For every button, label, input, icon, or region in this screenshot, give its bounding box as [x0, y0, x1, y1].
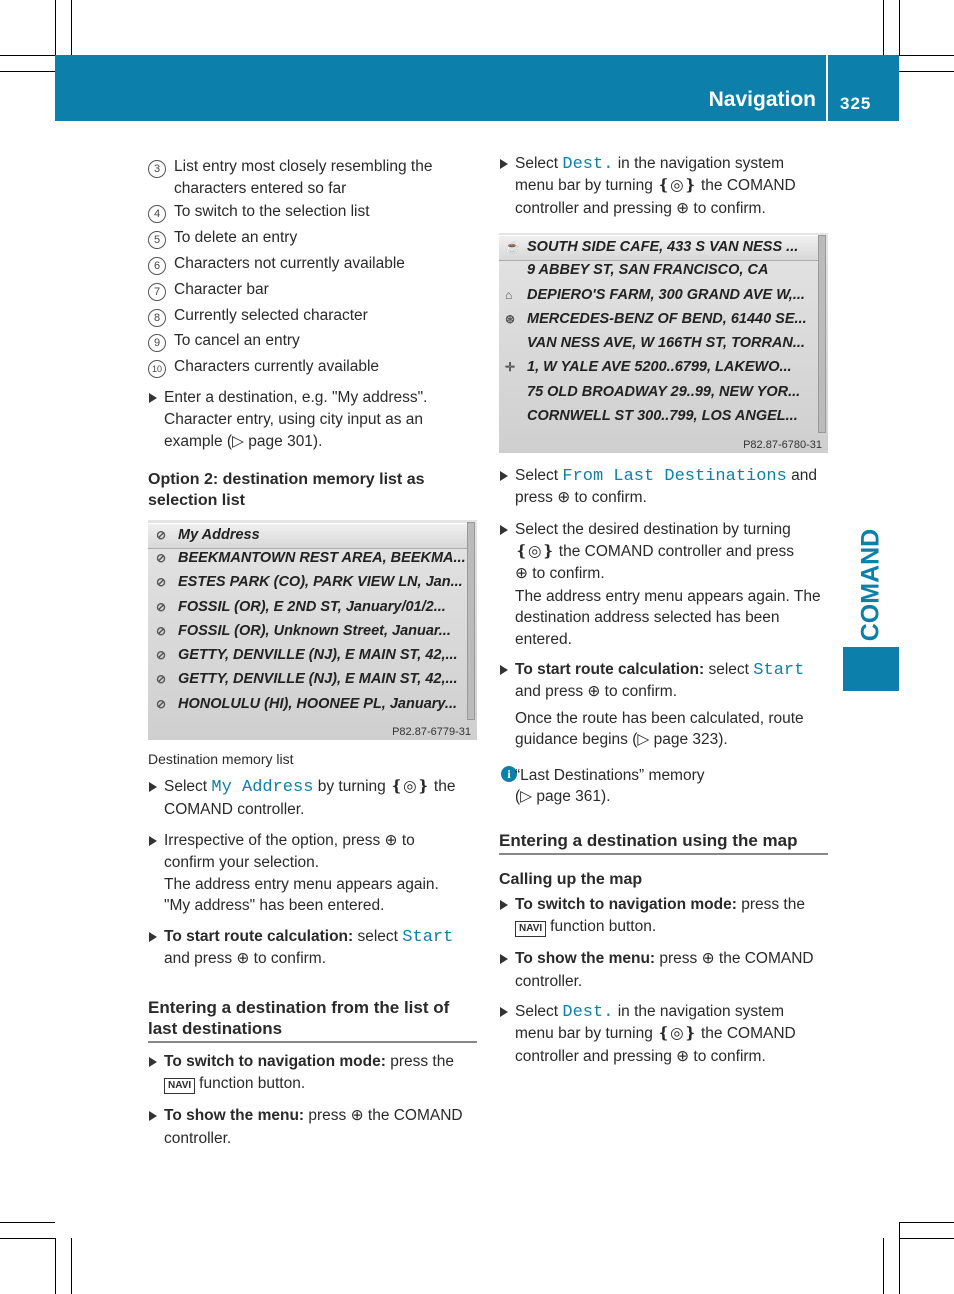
destination-memory-screenshot	[148, 520, 477, 740]
list-item: 75 OLD BROADWAY 29..99, NEW YOR...	[527, 384, 801, 400]
crop-mark	[0, 71, 55, 72]
step-arrow-icon	[149, 1111, 157, 1121]
destination-icon: ⊘	[156, 575, 167, 589]
step-arrow-icon	[149, 393, 157, 403]
step-arrow-icon	[500, 471, 508, 481]
crop-mark	[899, 1222, 900, 1294]
info-icon: i	[501, 766, 517, 782]
page-number: 325	[840, 94, 872, 113]
mercedes-star-icon: ⊛	[505, 312, 516, 326]
section-title: Navigation	[708, 88, 816, 111]
figure-caption: Destination memory list	[148, 751, 294, 767]
header-divider	[826, 55, 828, 121]
step-text: entered.	[515, 631, 572, 648]
step-text: NAVI function button.	[164, 1073, 305, 1095]
legend-number: 3	[148, 160, 166, 178]
scrollbar	[818, 235, 826, 433]
side-tab-marker	[843, 647, 899, 691]
step-text: Select the desired destination by turning	[515, 521, 791, 538]
scrollbar	[467, 522, 475, 720]
step-arrow-icon	[149, 782, 157, 792]
step-text: The address entry menu appears again. The	[515, 588, 821, 605]
legend-number: 7	[148, 283, 166, 301]
step-text: To start route calculation: select Start	[515, 661, 805, 680]
subheading: selection list	[148, 492, 245, 509]
crop-mark	[55, 0, 56, 55]
step-text: Select My Address by turning ❴◎❵ the	[164, 778, 456, 797]
list-item: FOSSIL (OR), E 2ND ST, January/01/2...	[178, 599, 446, 615]
crop-mark	[899, 0, 900, 55]
step-text: Select From Last Destinations and	[515, 467, 817, 486]
legend-text: Currently selected character	[174, 307, 368, 324]
step-text: The address entry menu appears again.	[164, 876, 439, 893]
legend-text: To delete an entry	[174, 229, 298, 246]
crop-mark	[899, 55, 954, 56]
list-item: GETTY, DENVILLE (NJ), E MAIN ST, 42,...	[178, 671, 458, 687]
step-text: and press ⊕ to confirm.	[164, 950, 327, 967]
list-item: CORNWELL ST 300..799, LOS ANGEL...	[527, 408, 798, 424]
legend-text: Character bar	[174, 281, 269, 298]
menu-item-my-address: My Address	[211, 778, 314, 797]
step-text: controller.	[515, 973, 583, 990]
list-item: 1, W YALE AVE 5200..6799, LAKEWO...	[527, 359, 792, 375]
step-arrow-icon	[149, 932, 157, 942]
crop-mark	[71, 1238, 72, 1294]
legend-number: 10	[148, 360, 166, 378]
step-text: Select Dest. in the navigation system	[515, 1003, 784, 1022]
step-text: Character entry, using city input as an	[164, 411, 424, 428]
step-arrow-icon	[500, 900, 508, 910]
crop-mark	[0, 1222, 55, 1223]
step-text: press ⊕ to confirm.	[515, 489, 647, 506]
step-text: Irrespective of the option, press ⊕ to	[164, 832, 415, 849]
step-text: To switch to navigation mode: press the	[164, 1053, 454, 1070]
step-text: ⊕ to confirm.	[515, 565, 605, 582]
list-item: SOUTH SIDE CAFE, 433 S VAN NESS ...	[527, 239, 799, 255]
step-text: To show the menu: press ⊕ the COMAND	[164, 1107, 463, 1124]
crop-mark	[899, 71, 954, 72]
last-destinations-screenshot	[499, 233, 828, 453]
legend-text: characters entered so far	[174, 180, 347, 197]
subheading: Calling up the map	[499, 871, 643, 888]
legend-text: Characters currently available	[174, 358, 380, 375]
step-text: COMAND controller.	[164, 801, 305, 818]
menu-item-dest: Dest.	[562, 1003, 614, 1022]
step-text: ❴◎❵ the COMAND controller and press	[515, 543, 794, 560]
crop-mark	[899, 1238, 954, 1239]
step-text: controller and pressing ⊕ to confirm.	[515, 200, 766, 217]
step-text: controller.	[164, 1130, 232, 1147]
step-arrow-icon	[500, 525, 508, 535]
navi-button: NAVI	[515, 921, 546, 937]
shop-icon: ⌂	[505, 288, 513, 302]
step-arrow-icon	[500, 1007, 508, 1017]
legend-number: 8	[148, 309, 166, 327]
step-text: To start route calculation: select Start	[164, 928, 454, 947]
step-text: To show the menu: press ⊕ the COMAND	[515, 950, 814, 967]
info-text: (▷ page 361).	[515, 788, 611, 805]
legend-text: To switch to the selection list	[174, 203, 370, 220]
crop-mark	[883, 1238, 884, 1294]
legend-text: To cancel an entry	[174, 332, 300, 349]
crop-mark	[71, 0, 72, 55]
step-arrow-icon	[500, 665, 508, 675]
step-text: Enter a destination, e.g. "My address".	[164, 389, 428, 406]
list-item: GETTY, DENVILLE (NJ), E MAIN ST, 42,...	[178, 647, 458, 663]
cafe-icon: ☕	[505, 240, 520, 254]
body-text: guidance begins (▷ page 323).	[515, 731, 728, 748]
list-item: MERCEDES-BENZ OF BEND, 61440 SE...	[527, 311, 807, 327]
menu-item-from-last-destinations: From Last Destinations	[562, 467, 787, 486]
crop-mark	[883, 0, 884, 55]
menu-item-start: Start	[753, 661, 805, 680]
destination-icon: ⊘	[156, 697, 167, 711]
legend-number: 4	[148, 205, 166, 223]
legend-text: Characters not currently available	[174, 255, 405, 272]
list-item: 9 ABBEY ST, SAN FRANCISCO, CA	[527, 262, 769, 278]
info-text: “Last Destinations” memory	[515, 767, 705, 784]
step-arrow-icon	[149, 836, 157, 846]
step-text: controller and pressing ⊕ to confirm.	[515, 1048, 766, 1065]
list-item: BEEKMANTOWN REST AREA, BEEKMA...	[178, 550, 466, 566]
section-heading: Entering a destination using the map	[499, 831, 798, 850]
legend-number: 9	[148, 334, 166, 352]
figure-code: P82.87-6779-31	[392, 726, 471, 738]
step-arrow-icon	[500, 159, 508, 169]
section-heading: last destinations	[148, 1019, 283, 1038]
destination-icon: ⊘	[156, 528, 167, 542]
section-heading: Entering a destination from the list of	[148, 998, 450, 1017]
step-text: To switch to navigation mode: press the	[515, 896, 805, 913]
legend-number: 6	[148, 257, 166, 275]
crop-mark	[55, 1238, 56, 1294]
body-text: Once the route has been calculated, route	[515, 710, 804, 727]
step-arrow-icon	[149, 1057, 157, 1067]
step-text: NAVI function button.	[515, 916, 656, 938]
navi-button: NAVI	[164, 1078, 195, 1094]
subheading: Option 2: destination memory list as	[148, 471, 425, 488]
menu-item-dest: Dest.	[562, 155, 614, 174]
step-text: destination address selected has been	[515, 609, 780, 626]
step-text: Select Dest. in the navigation system	[515, 155, 784, 174]
list-item: HONOLULU (HI), HOONEE PL, January...	[178, 696, 458, 712]
side-tab-label: COMAND	[856, 528, 885, 642]
destination-icon: ⊘	[156, 648, 167, 662]
heading-rule	[148, 1041, 477, 1043]
step-text: menu bar by turning ❴◎❵ the COMAND	[515, 1025, 796, 1042]
menu-item-start: Start	[402, 928, 454, 947]
destination-icon: ⊘	[156, 600, 167, 614]
list-item: My Address	[178, 527, 260, 543]
crop-mark	[0, 1238, 55, 1239]
step-text: and press ⊕ to confirm.	[515, 683, 678, 700]
step-text: menu bar by turning ❴◎❵ the COMAND	[515, 177, 796, 194]
list-item: DEPIERO'S FARM, 300 GRAND AVE W,...	[527, 287, 805, 303]
destination-icon: ⊘	[156, 551, 167, 565]
heading-rule	[499, 853, 828, 855]
crop-mark	[899, 1222, 954, 1223]
crosshair-icon: ✛	[505, 360, 516, 374]
step-arrow-icon	[500, 954, 508, 964]
step-text: confirm your selection.	[164, 854, 320, 871]
destination-icon: ⊘	[156, 624, 167, 638]
list-item: ESTES PARK (CO), PARK VIEW LN, Jan...	[178, 574, 463, 590]
step-text: example (▷ page 301).	[164, 433, 323, 450]
destination-icon: ⊘	[156, 672, 167, 686]
figure-code: P82.87-6780-31	[743, 439, 822, 451]
list-item: FOSSIL (OR), Unknown Street, Januar...	[178, 623, 451, 639]
step-text: "My address" has been entered.	[164, 897, 385, 914]
legend-text: List entry most closely resembling the	[174, 158, 433, 175]
crop-mark	[0, 55, 55, 56]
legend-number: 5	[148, 231, 166, 249]
list-item: VAN NESS AVE, W 166TH ST, TORRAN...	[527, 335, 805, 351]
